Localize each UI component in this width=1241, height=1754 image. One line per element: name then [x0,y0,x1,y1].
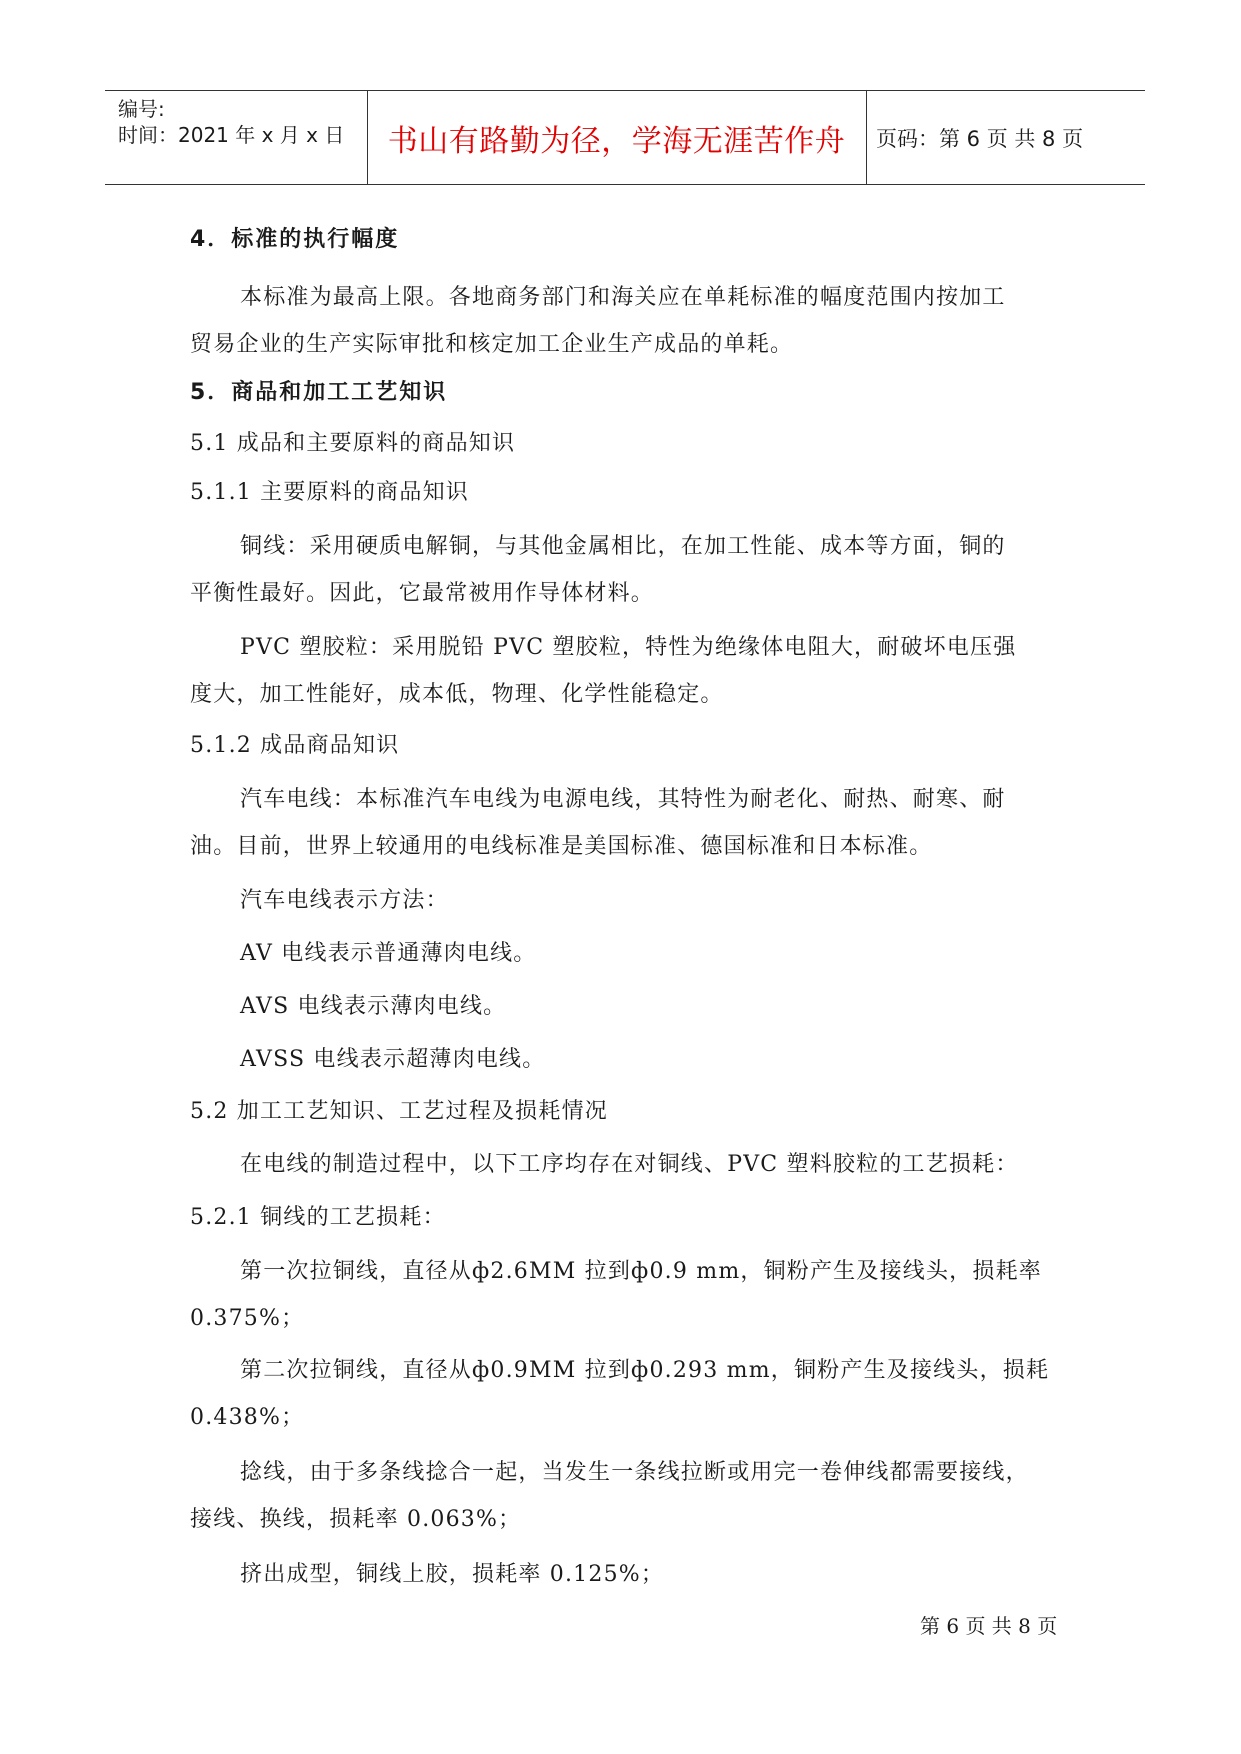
paragraph-line: 0.375%； [190,1306,305,1331]
paragraph-line: 第二次拉铜线，直径从ф0.9MM 拉到ф0.293 mm，铜粉产生及接线头，损耗 [240,1358,1050,1383]
paragraph-line: 在电线的制造过程中，以下工序均存在对铜线、PVC 塑料胶粒的工艺损耗： [240,1152,1019,1177]
subsection-heading: 5.2 加工工艺知识、工艺过程及损耗情况 [190,1099,608,1124]
paragraph-line: 贸易企业的生产实际审批和核定加工企业生产成品的单耗。 [190,332,794,357]
number-label: 编号: [118,97,165,121]
paragraph-line: 度大，加工性能好，成本低，物理、化学性能稳定。 [190,682,724,707]
paragraph-line: 油。目前，世界上较通用的电线标准是美国标准、德国标准和日本标准。 [190,834,933,859]
paragraph-line: 汽车电线：本标准汽车电线为电源电线，其特性为耐老化、耐热、耐寒、耐 [240,787,1006,812]
paragraph-line: 平衡性最好。因此，它最常被用作导体材料。 [190,581,655,606]
time-label: 时间：2021 年 x 月 x 日 [118,123,345,147]
header-meta [118,91,368,184]
header-page-number: 页码：第 6 页 共 8 页 [876,126,1084,151]
paragraph-line: AVS 电线表示薄肉电线。 [240,994,507,1019]
paragraph-line: 本标准为最高上限。各地商务部门和海关应在单耗标准的幅度范围内按加工 [240,285,1006,310]
paragraph-line: 第一次拉铜线，直径从ф2.6MM 拉到ф0.9 mm，铜粉产生及接线头，损耗率 [240,1259,1042,1284]
section-heading: 5．商品和加工工艺知识 [190,380,448,405]
paragraph-line: 接线、换线，损耗率 0.063%； [190,1507,522,1532]
paragraph-line: PVC 塑胶粒：采用脱铅 PVC 塑胶粒，特性为绝缘体电阻大，耐破坏电压强 [240,635,1017,660]
page-header [105,90,1145,185]
paragraph-line: AVSS 电线表示超薄肉电线。 [240,1047,546,1072]
page-footer: 第 6 页 共 8 页 [920,1614,1058,1638]
subsection-heading: 5.1 成品和主要原料的商品知识 [190,431,516,456]
paragraph-line: 挤出成型，铜线上胶，损耗率 0.125%； [240,1562,665,1587]
subsection-heading: 5.2.1 铜线的工艺损耗： [190,1205,446,1230]
subsection-heading: 5.1.1 主要原料的商品知识 [190,480,469,505]
paragraph-line: 铜线：采用硬质电解铜，与其他金属相比，在加工性能、成本等方面，铜的 [240,534,1006,559]
paragraph-line: 汽车电线表示方法： [240,888,449,913]
paragraph-line: AV 电线表示普通薄肉电线。 [240,941,537,966]
subsection-heading: 5.1.2 成品商品知识 [190,733,400,758]
paragraph-line: 捻线，由于多条线捻合一起，当发生一条线拉断或用完一卷伸线都需要接线， [240,1460,1029,1485]
header-divider [367,91,368,184]
header-divider [866,91,867,184]
paragraph-line: 0.438%； [190,1405,305,1430]
header-motto: 书山有路勤为径，学海无涯苦作舟 [387,123,846,159]
section-heading: 4．标准的执行幅度 [190,227,400,252]
